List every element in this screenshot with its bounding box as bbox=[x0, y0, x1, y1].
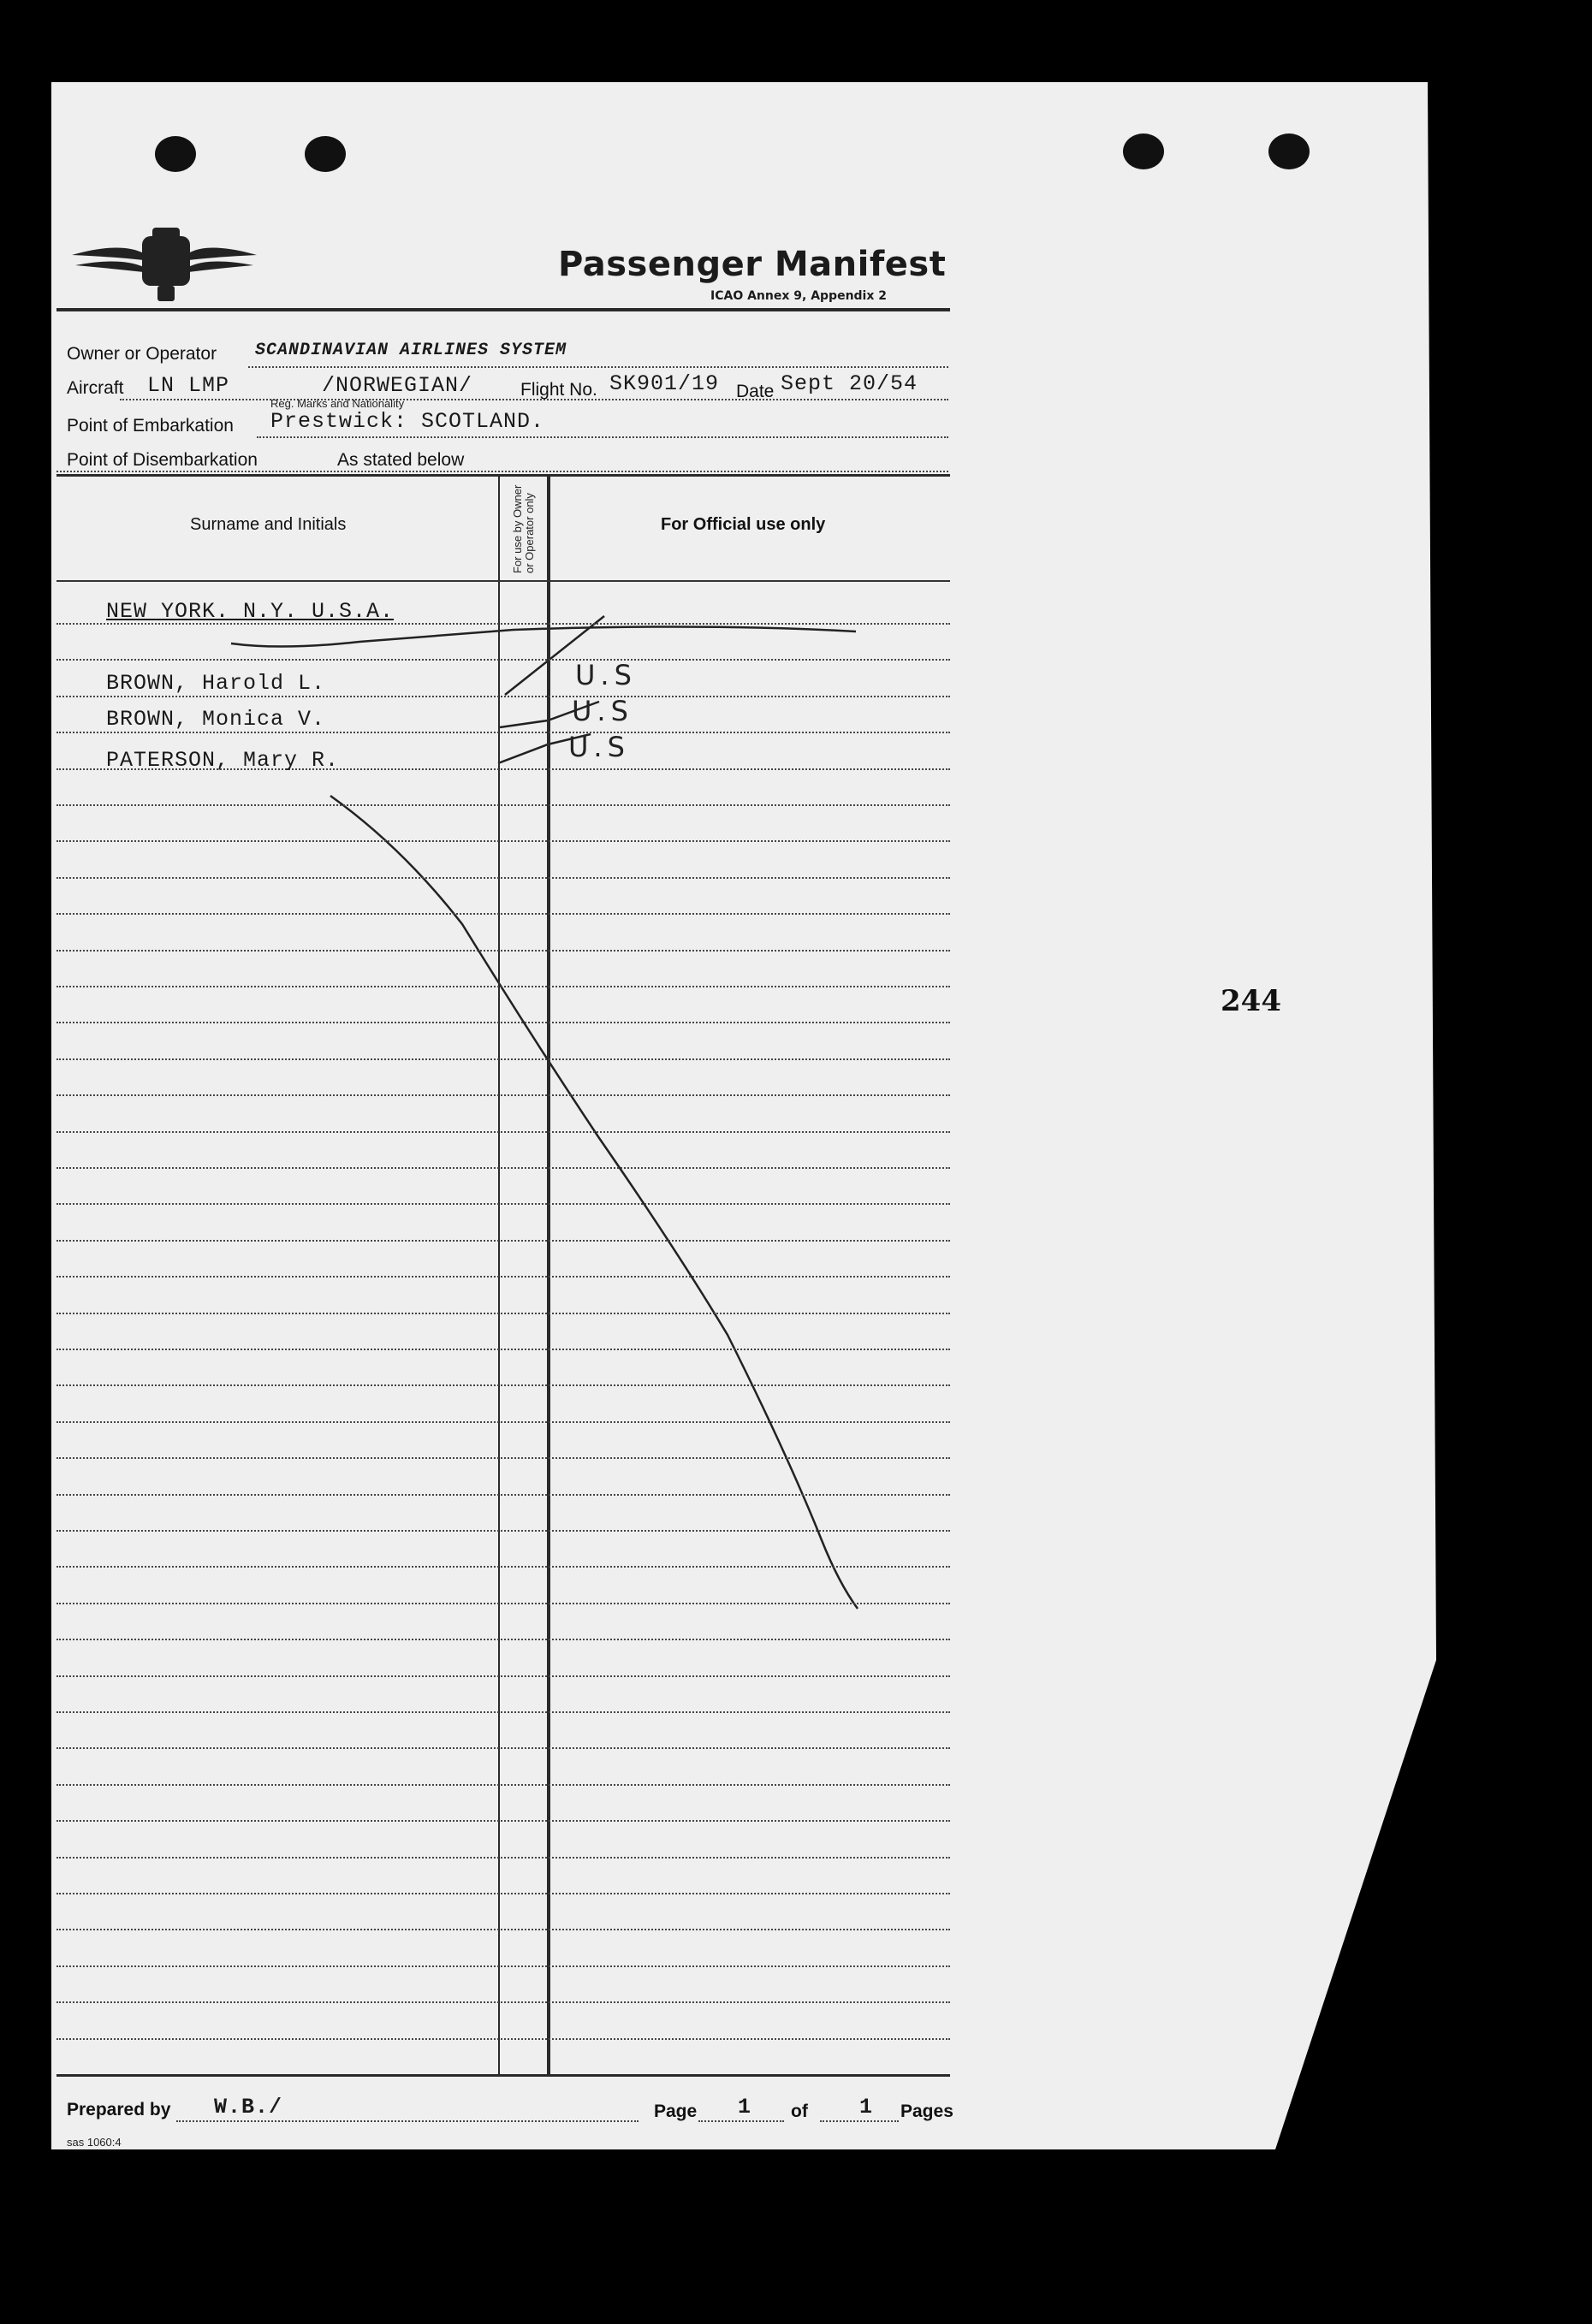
table-row-line bbox=[56, 877, 950, 879]
prepared-underline bbox=[176, 2120, 639, 2122]
table-row-line bbox=[56, 659, 950, 661]
punch-hole bbox=[1268, 133, 1310, 169]
prepared-label: Prepared by bbox=[67, 2100, 171, 2119]
table-row-line bbox=[56, 1313, 950, 1314]
table-row-line bbox=[56, 1929, 950, 1930]
page-underline bbox=[698, 2120, 784, 2122]
passenger-name: BROWN, Monica V. bbox=[106, 707, 326, 732]
table-top-rule bbox=[56, 474, 950, 477]
table-row-line bbox=[56, 1566, 950, 1568]
page-subtitle: ICAO Annex 9, Appendix 2 bbox=[710, 289, 888, 303]
table-row-line bbox=[56, 2001, 950, 2003]
aircraft-label: Aircraft bbox=[67, 378, 124, 398]
table-row-line bbox=[56, 1457, 950, 1459]
passenger-nationality: U.S bbox=[568, 731, 630, 763]
flight-label: Flight No. bbox=[520, 380, 597, 400]
embarkation-label: Point of Embarkation bbox=[67, 416, 234, 436]
total-underline bbox=[820, 2120, 899, 2122]
reg-marks-caption: Reg. Marks and Nationality bbox=[270, 397, 405, 410]
table-row-line bbox=[56, 1022, 950, 1023]
table-row-line bbox=[56, 1384, 950, 1386]
table-row-line bbox=[56, 1893, 950, 1894]
disembarkation-value: As stated below bbox=[337, 450, 465, 470]
page-number: 1 bbox=[738, 2095, 752, 2119]
passenger-name: PATERSON, Mary R. bbox=[106, 748, 340, 773]
header-rule bbox=[56, 308, 950, 311]
passenger-nationality: U.S bbox=[575, 659, 637, 691]
table-row-line bbox=[56, 1675, 950, 1677]
owner-value: SCANDINAVIAN AIRLINES SYSTEM bbox=[255, 341, 567, 360]
table-row-line bbox=[56, 1965, 950, 1967]
form-code: sas 1060:4 bbox=[67, 2136, 122, 2149]
punch-hole bbox=[155, 136, 196, 172]
aircraft-value: LN LMP bbox=[147, 373, 230, 398]
date-label: Date bbox=[736, 382, 775, 401]
table-row-line bbox=[56, 1240, 950, 1242]
table-row-line bbox=[56, 1421, 950, 1423]
page-total: 1 bbox=[859, 2095, 874, 2119]
table-header-rule bbox=[56, 580, 950, 582]
punch-hole bbox=[305, 136, 346, 172]
table-row-line bbox=[56, 950, 950, 952]
table-row-line bbox=[56, 1711, 950, 1713]
col-owner-header: For use by Owner or Operator only bbox=[511, 484, 536, 573]
page-label: Page bbox=[654, 2102, 698, 2121]
date-value: Sept 20/54 bbox=[781, 371, 918, 396]
owner-label: Owner or Operator bbox=[67, 344, 217, 364]
table-row-line bbox=[56, 1494, 950, 1496]
passenger-name: BROWN, Harold L. bbox=[106, 671, 326, 696]
table-row-line bbox=[56, 1530, 950, 1532]
embarkation-value: Prestwick: SCOTLAND. bbox=[270, 409, 545, 434]
embark-underline bbox=[257, 436, 948, 438]
table-row-line bbox=[56, 1131, 950, 1133]
table-row-line bbox=[56, 986, 950, 987]
disembark-underline bbox=[56, 471, 948, 472]
table-row-line bbox=[56, 1276, 950, 1278]
table-row-line bbox=[56, 1349, 950, 1350]
pages-label: Pages bbox=[900, 2102, 953, 2121]
table-row-line bbox=[56, 1820, 950, 1822]
table-row-line bbox=[56, 1857, 950, 1859]
table-row-line bbox=[56, 1747, 950, 1749]
table-row-line bbox=[56, 840, 950, 842]
owner-underline bbox=[248, 366, 948, 368]
table-row-line bbox=[56, 732, 950, 733]
footer-rule bbox=[56, 2074, 950, 2077]
passenger-nationality: U.S bbox=[572, 695, 633, 727]
aircraft-underline bbox=[120, 399, 948, 400]
table-row-line bbox=[56, 1603, 950, 1604]
nationality-value: /NORWEGIAN/ bbox=[322, 373, 473, 398]
table-row-line bbox=[56, 1167, 950, 1169]
prepared-value: W.B./ bbox=[214, 2095, 283, 2119]
flight-value: SK901/19 bbox=[609, 371, 720, 396]
table-row-line bbox=[56, 2038, 950, 2040]
punch-hole bbox=[1123, 133, 1164, 169]
table-row-line bbox=[56, 913, 950, 915]
col-surname-header: Surname and Initials bbox=[190, 515, 347, 534]
table-row-line bbox=[56, 1058, 950, 1060]
table-row-line bbox=[56, 804, 950, 806]
destination-row: NEW YORK. N.Y. U.S.A. bbox=[106, 599, 395, 624]
col-official-header: For Official use only bbox=[661, 515, 826, 534]
page-title: Passenger Manifest bbox=[558, 245, 947, 284]
table-row-line bbox=[56, 1094, 950, 1096]
table-row-line bbox=[56, 1639, 950, 1640]
of-label: of bbox=[791, 2102, 808, 2121]
table-row-line bbox=[56, 696, 950, 697]
stamp-number: 244 bbox=[1221, 984, 1281, 1018]
table-row-line bbox=[56, 1203, 950, 1205]
disembarkation-label: Point of Disembarkation bbox=[67, 450, 258, 470]
table-row-line bbox=[56, 1784, 950, 1786]
